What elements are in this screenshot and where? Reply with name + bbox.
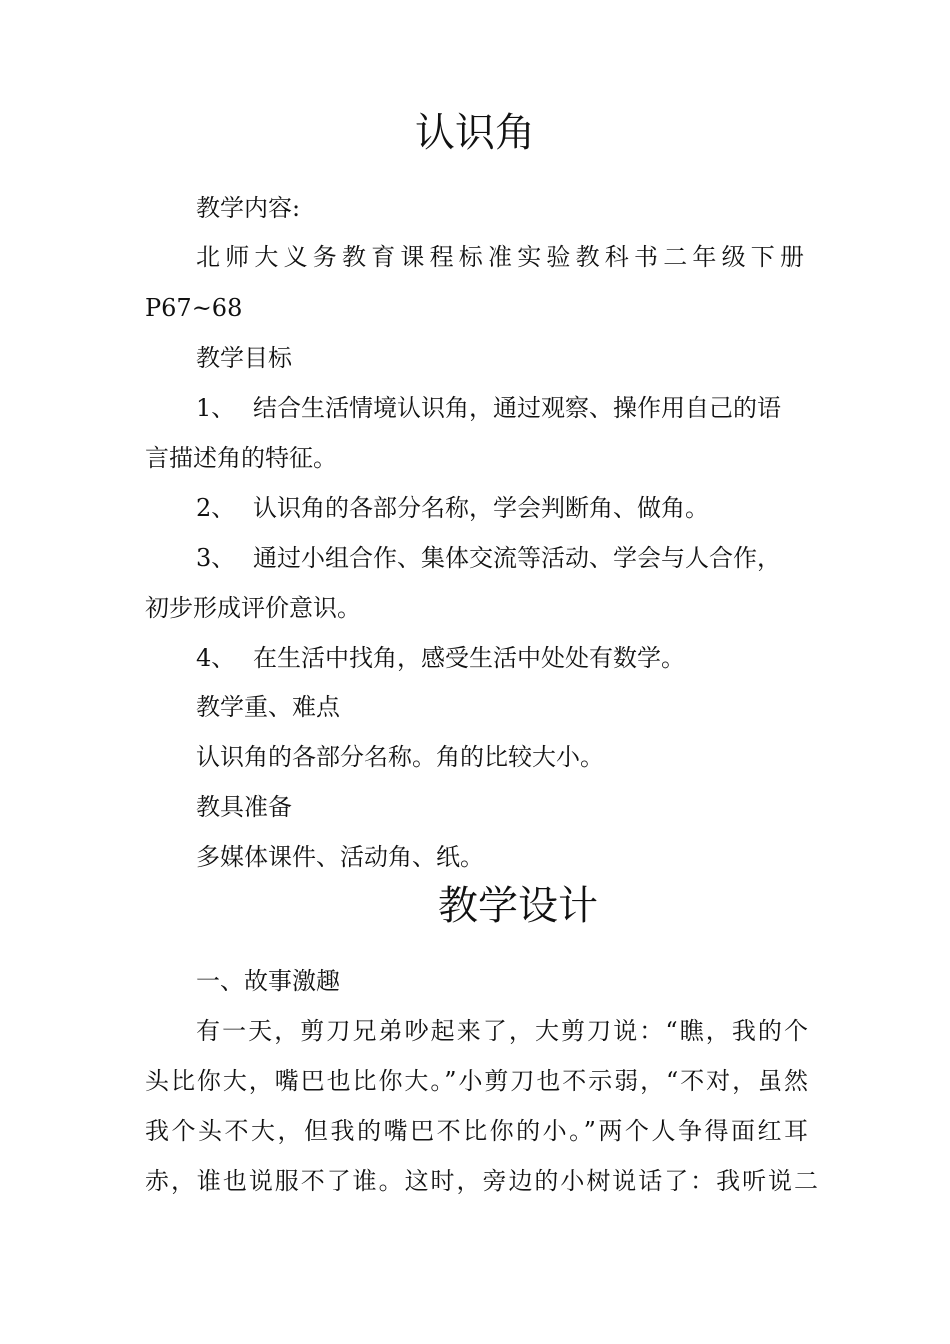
tools-text: 多媒体课件、活动角、纸。: [196, 843, 484, 871]
key-points-text: 认识角的各部分名称。角的比较大小。: [196, 743, 604, 771]
textbook-line-1: 北师大义务教育课程标准实验教科书二年级下册: [196, 243, 804, 271]
goals-heading: 教学目标: [196, 344, 292, 372]
goal-number: 1、: [196, 394, 236, 422]
goal-text: 结合生活情境认识角，通过观察、操作用自己的语: [253, 394, 781, 422]
story-line: 我个头不大，但我的嘴巴不比你的小。”两个人争得面红耳: [145, 1117, 808, 1145]
section-heading: 一、故事激趣: [196, 967, 340, 995]
goal-text-continued: 初步形成评价意识。: [145, 594, 361, 622]
goal-item: [196, 643, 685, 673]
story-line: 赤，谁也说服不了谁。这时，旁边的小树说话了：我听说二: [145, 1167, 818, 1195]
tools-heading: 教具准备: [196, 793, 292, 821]
goal-item: [196, 393, 804, 423]
page-title: 认识角: [415, 110, 535, 156]
goal-item: [196, 543, 781, 573]
goal-number: 2、: [196, 494, 236, 522]
goal-item: [196, 493, 709, 523]
story-line: 头比你大，嘴巴也比你大。”小剪刀也不示弱，“不对，虽然: [145, 1067, 808, 1095]
textbook-line-2: P67~68: [145, 294, 243, 322]
design-title: 教学设计: [438, 883, 598, 929]
goal-text-continued: 言描述角的特征。: [145, 444, 337, 472]
goal-number: 4、: [196, 644, 236, 672]
goal-text: 在生活中找角，感受生活中处处有数学。: [253, 644, 685, 672]
goal-number: 3、: [196, 544, 236, 572]
key-points-heading: 教学重、难点: [196, 693, 340, 721]
goal-text: 认识角的各部分名称，学会判断角、做角。: [253, 494, 709, 522]
content-heading: 教学内容:: [196, 194, 301, 222]
goal-text: 通过小组合作、集体交流等活动、学会与人合作，: [253, 544, 781, 572]
story-line: 有一天，剪刀兄弟吵起来了，大剪刀说：“瞧，我的个: [196, 1017, 808, 1045]
